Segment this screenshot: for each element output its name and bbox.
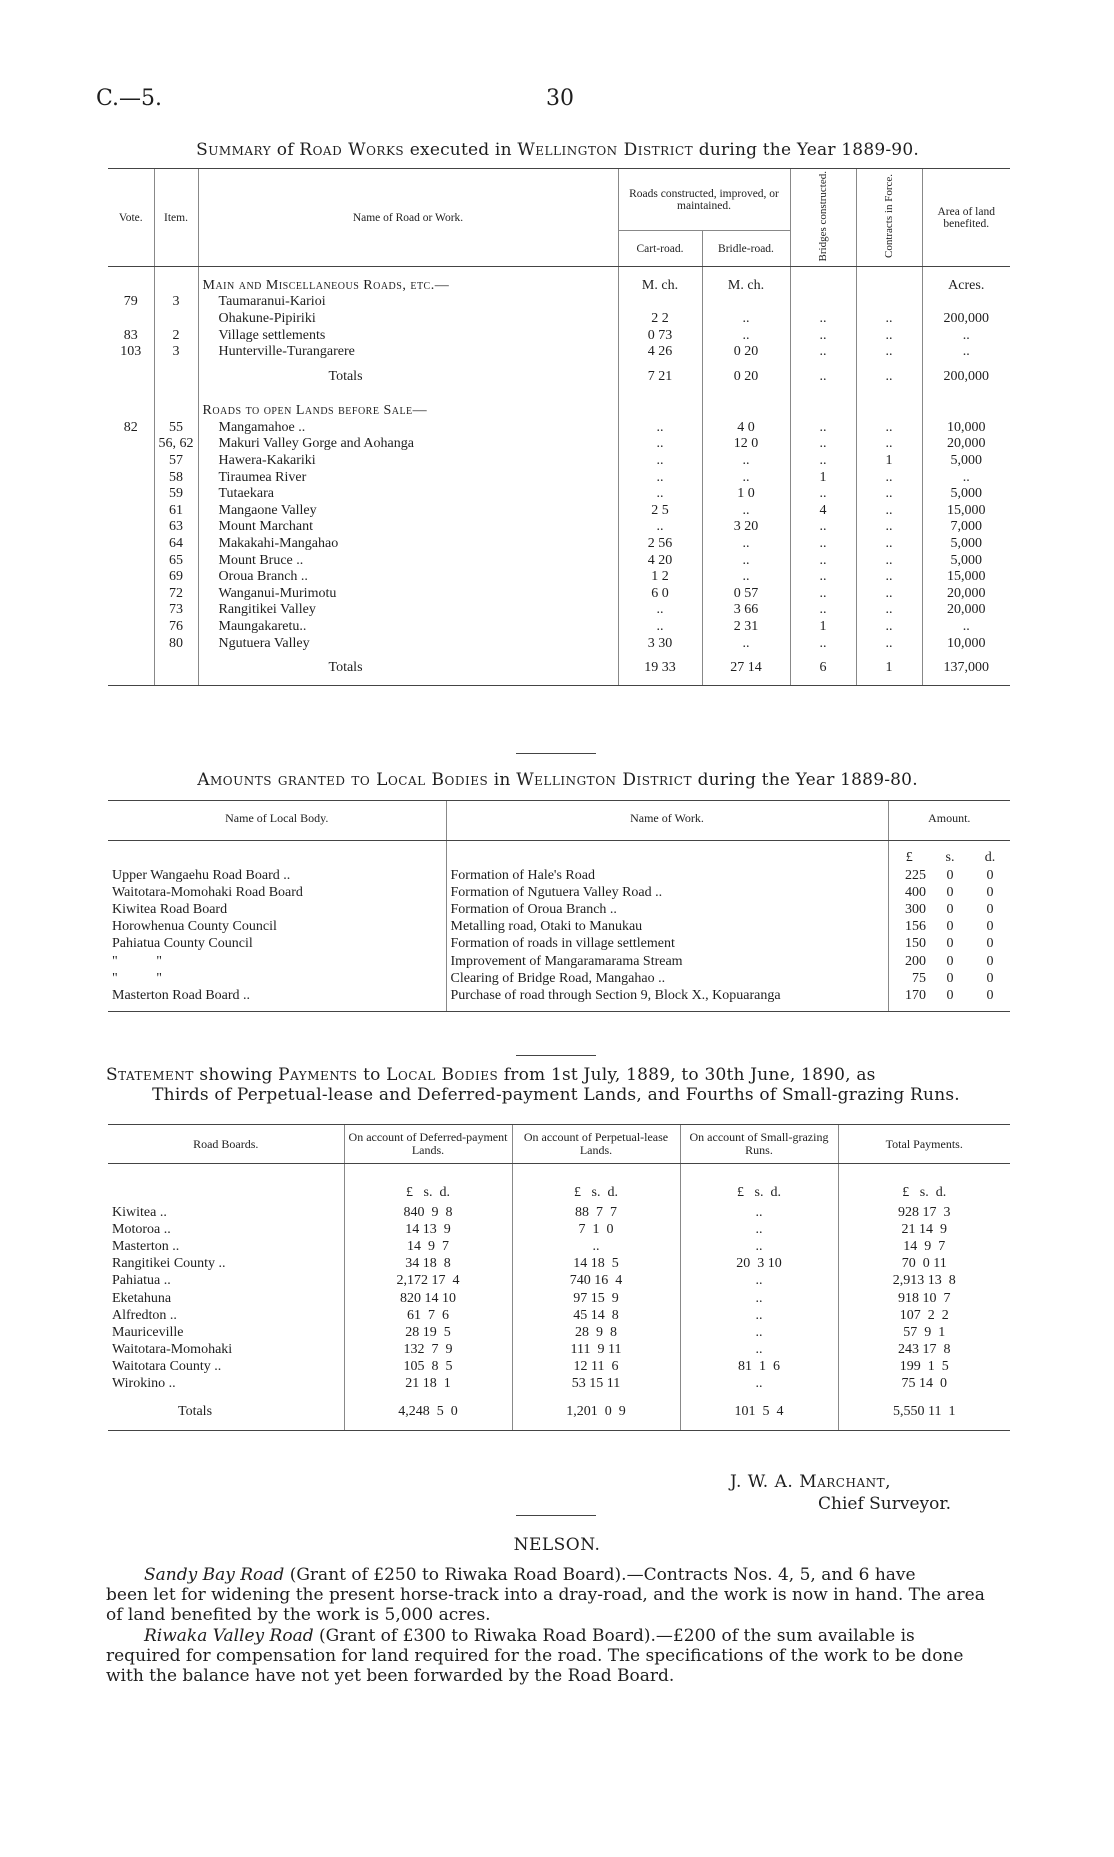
table-header-row [108, 1125, 1010, 1164]
table-row: 57 Hawera-Kakariki .. .. .. 1 5,000 [108, 453, 1010, 470]
totals-row: Totals 7 21 0 20 .. .. 200,000 [108, 360, 1010, 393]
table-row: Pahiatua .. 2,172 17 4 740 16 4 .. 2,913 13 8 [108, 1273, 1010, 1290]
payment-rows-group [108, 1204, 1010, 1393]
grant-rows-group [108, 867, 1010, 1011]
riwaka-valley-paragraph: Riwaka Valley Road (Grant of £300 to Riwaka Road Board).—£200 of the sum available is [144, 1626, 915, 1646]
column-header-perpetual: On account of Perpetual-lease Lands. [512, 1125, 680, 1164]
section-heading-row [108, 393, 1010, 420]
table-row: Waitotara County .. 105 8 5 12 11 6 81 1 6 199 1 5 [108, 1359, 1010, 1376]
table-row: Rangitikei County .. 34 18 8 14 18 5 20 3 10 70 0 11 [108, 1256, 1010, 1273]
section-heading: Roads to open Lands before Sale— [198, 393, 618, 420]
totals-row: Totals 4,248 5 0 1,201 0 9 101 5 4 5,550 11 1 [108, 1393, 1010, 1431]
column-header-bridle-road: Bridle-road. [702, 231, 790, 267]
sandy-bay-paragraph: Sandy Bay Road (Grant of £250 to Riwaka Road Board).—Contracts Nos. 4, 5, and 6 have [144, 1565, 916, 1585]
column-header-cart-road: Cart-road. [618, 231, 702, 267]
table-row: 58 Tiraumea River .. .. 1 .. .. [108, 469, 1010, 486]
table-row: 73 Rangitikei Valley .. 3 66 .. .. 20,000 [108, 602, 1010, 619]
road-rows-group [108, 420, 1010, 652]
column-header-deferred: On account of Deferred-payment Lands. [344, 1125, 512, 1164]
table-row: Masterton .. 14 9 7 .. .. 14 9 7 [108, 1238, 1010, 1255]
table-header-row [108, 169, 1010, 231]
table-row: 69 Oroua Branch .. 1 2 .. .. .. 15,000 [108, 569, 1010, 586]
nelson-heading: NELSON. [513, 1535, 601, 1555]
local-body-grants-table [108, 800, 1010, 1012]
section-heading-row: Main and Miscellaneous Roads, etc.— M. ch. M. ch. Acres. [108, 267, 1010, 294]
column-header-local-body: Name of Local Body. [108, 801, 446, 841]
table-row: Eketahuna 820 14 10 97 15 9 .. 918 10 7 [108, 1290, 1010, 1307]
table-row: Motoroa .. 14 13 9 7 1 0 .. 21 14 9 [108, 1221, 1010, 1238]
table-row: Kiwitea .. 840 9 8 88 7 7 .. 928 17 3 [108, 1204, 1010, 1221]
table-row: 83 2 Village settlements 0 73 .. .. .. .. [108, 327, 1010, 344]
table-row: Pahiatua County Council Formation of roads in village settlement 150 0 0 [112, 936, 994, 952]
riwaka-valley-paragraph-cont: required for compensation for land required for the road. The specifications of the work to be done with the balance have not yet been forwarded by the Road Board. [106, 1646, 964, 1686]
table-row: Waitotara-Momohaki 132 7 9 111 9 11 .. 243 17 8 [108, 1342, 1010, 1359]
units-row: £ s. d. [108, 841, 1010, 868]
table-row: 76 Maungakaretu.. .. 2 31 1 .. .. [108, 619, 1010, 636]
table-row: " " Improvement of Mangaramarama Stream 200 0 0 [112, 953, 994, 969]
payments-table [108, 1124, 1010, 1431]
road-works-summary-table [108, 168, 1010, 686]
signatory-title: Chief Surveyor. [818, 1494, 952, 1514]
column-header-roads: Roads constructed, improved, or maintained. [618, 169, 790, 231]
table-row: Masterton Road Board .. Purchase of road through Section 9, Block X., Kopuaranga 170 0 0 [108, 987, 1010, 1011]
column-header-area: Area of land benefited. [922, 169, 1010, 267]
table-row: " " Clearing of Bridge Road, Mangahao .. 75 0 0 [112, 970, 994, 986]
table-row: Ohakune-Pipiriki 2 2 .. .. .. 200,000 [108, 311, 1010, 328]
table-row: 103 3 Hunterville-Turangarere 4 26 0 20 .. .. .. [108, 344, 1010, 361]
payments-title: Statement showing Payments to Local Bodies from 1st July, 1889, to 30th June, 1890, as Thirds of Perpetual-lease and Deferred-payment Lands, and Fourths of Small-grazing Runs. [106, 1065, 960, 1105]
separator-rule [516, 753, 596, 754]
table-row: 61 Mangaone Valley 2 5 .. 4 .. 15,000 [108, 503, 1010, 520]
column-header-item: Item. [154, 169, 198, 267]
column-header-total: Total Payments. [838, 1125, 1010, 1164]
table-row: 64 Makakahi-Mangahao 2 56 .. .. .. 5,000 [108, 536, 1010, 553]
table-header-row [108, 801, 1010, 841]
column-header-work: Name of Work. [446, 801, 888, 841]
table-row: 82 55 Mangamahoe .. .. 4 0 .. .. 10,000 [108, 420, 1010, 437]
table-row: 72 Wanganui-Murimotu 6 0 0 57 .. .. 20,000 [108, 586, 1010, 603]
table-row: 79 3 Taumaranui-Karioi [108, 294, 1010, 311]
table-row: 59 Tutaekara .. 1 0 .. .. 5,000 [108, 486, 1010, 503]
table-row: Waitotara-Momohaki Road Board Formation of Ngutuera Valley Road .. 400 0 0 [112, 884, 994, 900]
signatory-name: J. W. A. Marchant, [730, 1472, 892, 1492]
column-header-road-boards: Road Boards. [108, 1125, 344, 1164]
table-row: Mauriceville 28 19 5 28 9 8 .. 57 9 1 [108, 1324, 1010, 1341]
totals-row: Totals 19 33 27 14 6 1 137,000 [108, 652, 1010, 685]
grants-title: Amounts granted to Local Bodies in Wellington District during the Year 1889-80. [197, 770, 918, 790]
sandy-bay-paragraph-cont: been let for widening the present horse-track into a dray-road, and the work is now in hand. The area of land benefited by the work is 5,000 acres. [106, 1585, 985, 1625]
table-row: Horowhenua County Council Metalling road, Otaki to Manukau 156 0 0 [112, 919, 994, 935]
column-header-grazing: On account of Small-grazing Runs. [680, 1125, 838, 1164]
separator-rule [516, 1055, 596, 1056]
page-number: 30 [546, 86, 574, 111]
document-reference: C.—5. [96, 86, 163, 111]
table-row: Upper Wangaehu Road Board .. Formation of Hale's Road 225 0 0 [112, 867, 994, 883]
units-row: £ s. d. £ s. d. £ s. d. £ s. d. [108, 1164, 1010, 1205]
summary-title: Summary of Road Works executed in Wellington District during the Year 1889-90. [196, 140, 919, 160]
column-header-bridges: Bridges constructed. [790, 169, 856, 267]
separator-rule [516, 1515, 596, 1516]
column-header-contracts: Contracts in Force. [856, 169, 922, 267]
table-row: 65 Mount Bruce .. 4 20 .. .. .. 5,000 [108, 552, 1010, 569]
table-row: Alfredton .. 61 7 6 45 14 8 .. 107 2 2 [108, 1307, 1010, 1324]
table-row: Kiwitea Road Board Formation of Oroua Branch .. 300 0 0 [112, 901, 994, 917]
table-row: Wirokino .. 21 18 1 53 15 11 .. 75 14 0 [108, 1376, 1010, 1393]
section-heading: Main and Miscellaneous Roads, etc.— [198, 267, 618, 294]
column-header-name: Name of Road or Work. [198, 169, 618, 267]
column-header-amount: Amount. [888, 801, 1010, 841]
table-row: 80 Ngutuera Valley 3 30 .. .. .. 10,000 [108, 635, 1010, 652]
column-header-vote: Vote. [108, 169, 154, 267]
table-row: 63 Mount Marchant .. 3 20 .. .. 7,000 [108, 519, 1010, 536]
table-row: 56, 62 Makuri Valley Gorge and Aohanga .. 12 0 .. .. 20,000 [108, 436, 1010, 453]
